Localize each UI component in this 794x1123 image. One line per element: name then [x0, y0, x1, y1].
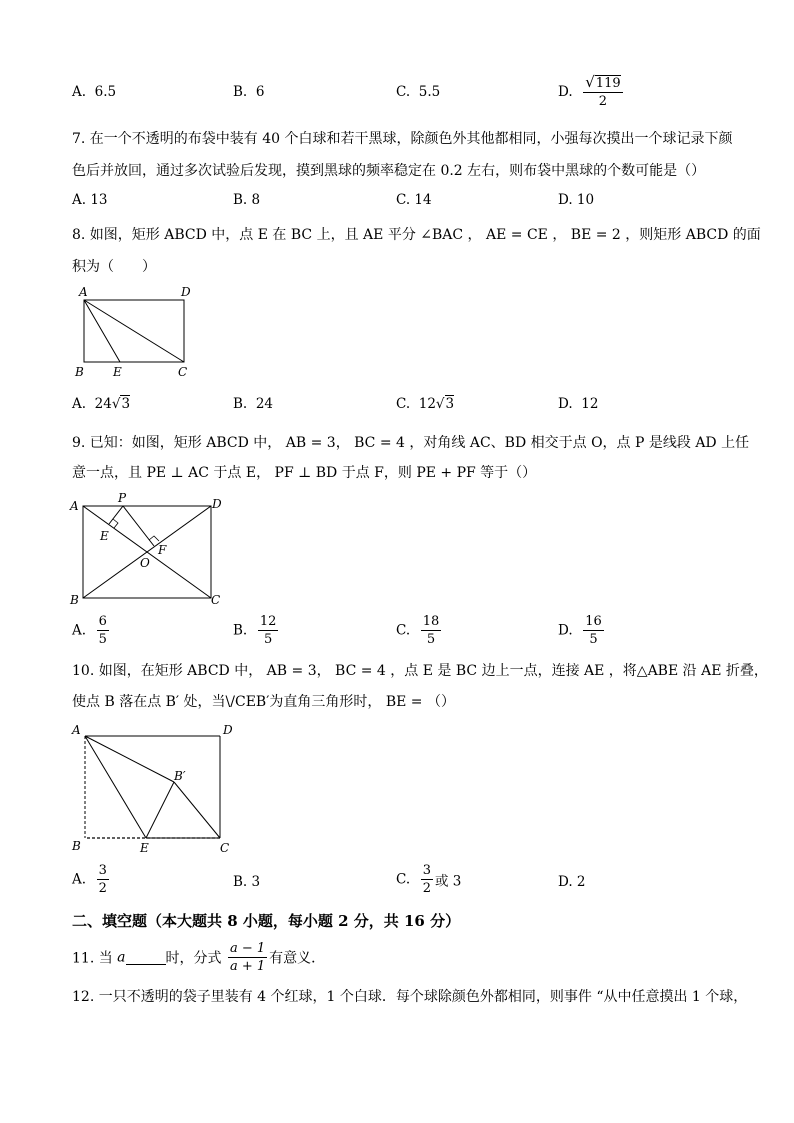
q10-option-c [396, 862, 461, 897]
option-letter: D. [558, 622, 573, 639]
numerator: 3 [98, 863, 107, 878]
label-c: C [178, 365, 188, 379]
option-letter: A. [72, 396, 87, 412]
denominator: 2 [598, 94, 608, 109]
denominator: 2 [422, 881, 432, 896]
denominator: 5 [589, 632, 598, 647]
option-letter: A. [72, 622, 87, 639]
section-heading: 二、填空题（本大题共 8 小题，每小题 2 分，共 16 分） [72, 912, 461, 930]
radicand: 3 [445, 396, 455, 412]
label-c: C [220, 841, 230, 855]
label-d: D [212, 497, 222, 511]
q11-text [72, 940, 325, 975]
label-d: D [223, 723, 233, 737]
q9-text-line2: 意一点，且 PE ⊥ AC 于点 E， PF ⊥ BD 于点 F，则 PE + PF 等于（） [72, 465, 537, 481]
option-letter: C. [396, 871, 411, 888]
sqrt-sign: √ [435, 396, 445, 412]
q8-option-c [396, 396, 454, 412]
q8-option-d [558, 396, 598, 412]
q7-text-line1: 7. 在一个不透明的布袋中装有 40 个白球和若干黑球，除颜色外其他都相同，小强每次摸出一个球记录下颜 [72, 131, 733, 147]
q8-option-b [233, 396, 273, 412]
label-p: P [118, 491, 127, 505]
answer-blank [126, 950, 166, 965]
label-f: F [158, 543, 167, 557]
option-letter: C. [396, 622, 411, 639]
label-b-prime: B′ [174, 769, 186, 783]
option-value: 24 [255, 396, 273, 412]
label-a: A [72, 723, 81, 737]
q10-text-line1: 10. 如图，在矩形 ABCD 中， AB = 3， BC = 4 ，点 E 是 BC 边上一点，连接 AE ，将△ABE 沿 AE 折叠， [72, 663, 768, 679]
denominator: 5 [263, 632, 273, 647]
q12-text-line1: 12. 一只不透明的袋子里装有 4 个红球，1 个白球．每个球除颜色外都相同，则事件 “从中任意摸出 1 个球， [72, 989, 748, 1005]
q6-option-b [233, 84, 264, 100]
denominator: 2 [98, 881, 107, 896]
numerator: 6 [98, 614, 107, 629]
option-value: 24 [94, 396, 112, 412]
q7-option-a: A. 13 [72, 192, 108, 208]
label-d: D [181, 285, 191, 299]
label-b: B [70, 593, 79, 607]
label-b: B [72, 839, 81, 853]
radicand: 119 [595, 76, 621, 91]
fraction [258, 613, 279, 648]
option-letter: A. [72, 871, 87, 888]
option-letter: B. [233, 84, 248, 100]
label-c: C [211, 593, 221, 607]
fraction [583, 74, 622, 110]
denominator: 5 [98, 632, 107, 647]
option-letter: B. [233, 396, 248, 412]
q9-figure [66, 488, 236, 610]
label-e: E [100, 529, 109, 543]
q9-option-b [233, 613, 280, 648]
q9-option-c [396, 613, 443, 648]
label-o: O [140, 556, 150, 570]
radicand: 3 [121, 396, 131, 412]
q11-prefix: 11. 当 [72, 950, 113, 967]
fraction [97, 613, 109, 648]
label-e: E [140, 841, 149, 855]
q10-text-line2: 使点 B 落在点 B′ 处，当\/CEB′为直角三角形时， BE = （） [72, 694, 455, 710]
option-tail: 或 3 [435, 873, 462, 890]
numerator: 18 [422, 614, 440, 629]
q9-text-line1: 9. 已知：如图，矩形 ABCD 中， AB = 3， BC = 4 ，对角线 AC、BD 相交于点 O，点 P 是线段 AD 上任 [72, 435, 750, 451]
option-value: 6.5 [94, 84, 117, 100]
option-letter: B. [233, 622, 248, 639]
numerator: 3 [422, 863, 432, 878]
q8-text-line2: 积为（ ） [72, 259, 156, 275]
option-letter: D. [558, 84, 573, 100]
label-a: A [79, 285, 88, 299]
label-a: A [70, 499, 79, 513]
fraction [421, 613, 442, 648]
option-value: 6 [255, 84, 265, 100]
fraction [421, 862, 433, 897]
q10-figure [66, 718, 246, 858]
denominator: 5 [426, 632, 436, 647]
numerator: 12 [259, 614, 277, 629]
option-value: 12 [418, 396, 436, 412]
q11-suffix: 有意义． [269, 950, 326, 967]
q10-option-d: D. 2 [558, 874, 586, 890]
q7-option-d: D. 10 [558, 192, 595, 208]
sqrt-sign: √ [585, 73, 595, 91]
option-value: 12 [581, 396, 599, 412]
fraction [228, 940, 267, 975]
q8-figure [70, 282, 210, 382]
label-b: B [75, 365, 84, 379]
option-letter: D. [558, 396, 573, 412]
fraction [583, 613, 604, 648]
q10-option-b: B. 3 [233, 874, 261, 890]
label-e: E [113, 365, 122, 379]
q8-option-a [72, 396, 130, 412]
q6-option-a [72, 84, 116, 100]
option-value: 5.5 [418, 84, 441, 100]
fraction [97, 862, 109, 897]
numerator: 16 [585, 614, 602, 629]
q6-option-d [558, 74, 625, 110]
q8-text-line1: 8. 如图，矩形 ABCD 中，点 E 在 BC 上，且 AE 平分 ∠BAC ， AE = CE ， BE = 2 ，则矩形 ABCD 的面 [72, 227, 761, 243]
q7-option-c: C. 14 [396, 192, 432, 208]
q10-option-a [72, 862, 111, 897]
sqrt-sign: √ [111, 396, 121, 412]
option-letter: C. [396, 84, 411, 100]
q9-option-a [72, 613, 111, 648]
numerator: a − 1 [229, 941, 266, 956]
q11-middle: 时，分式 [165, 950, 222, 967]
option-letter: A. [72, 84, 87, 100]
q6-option-c [396, 84, 440, 100]
q9-option-d [558, 613, 606, 648]
q7-option-b: B. 8 [233, 192, 261, 208]
variable: a [117, 949, 126, 966]
denominator: a + 1 [229, 959, 266, 974]
option-letter: C. [396, 396, 411, 412]
q7-text-line2: 色后并放回，通过多次试验后发现，摸到黑球的频率稳定在 0.2 左右，则布袋中黑球的个数可能是（） [72, 163, 706, 179]
